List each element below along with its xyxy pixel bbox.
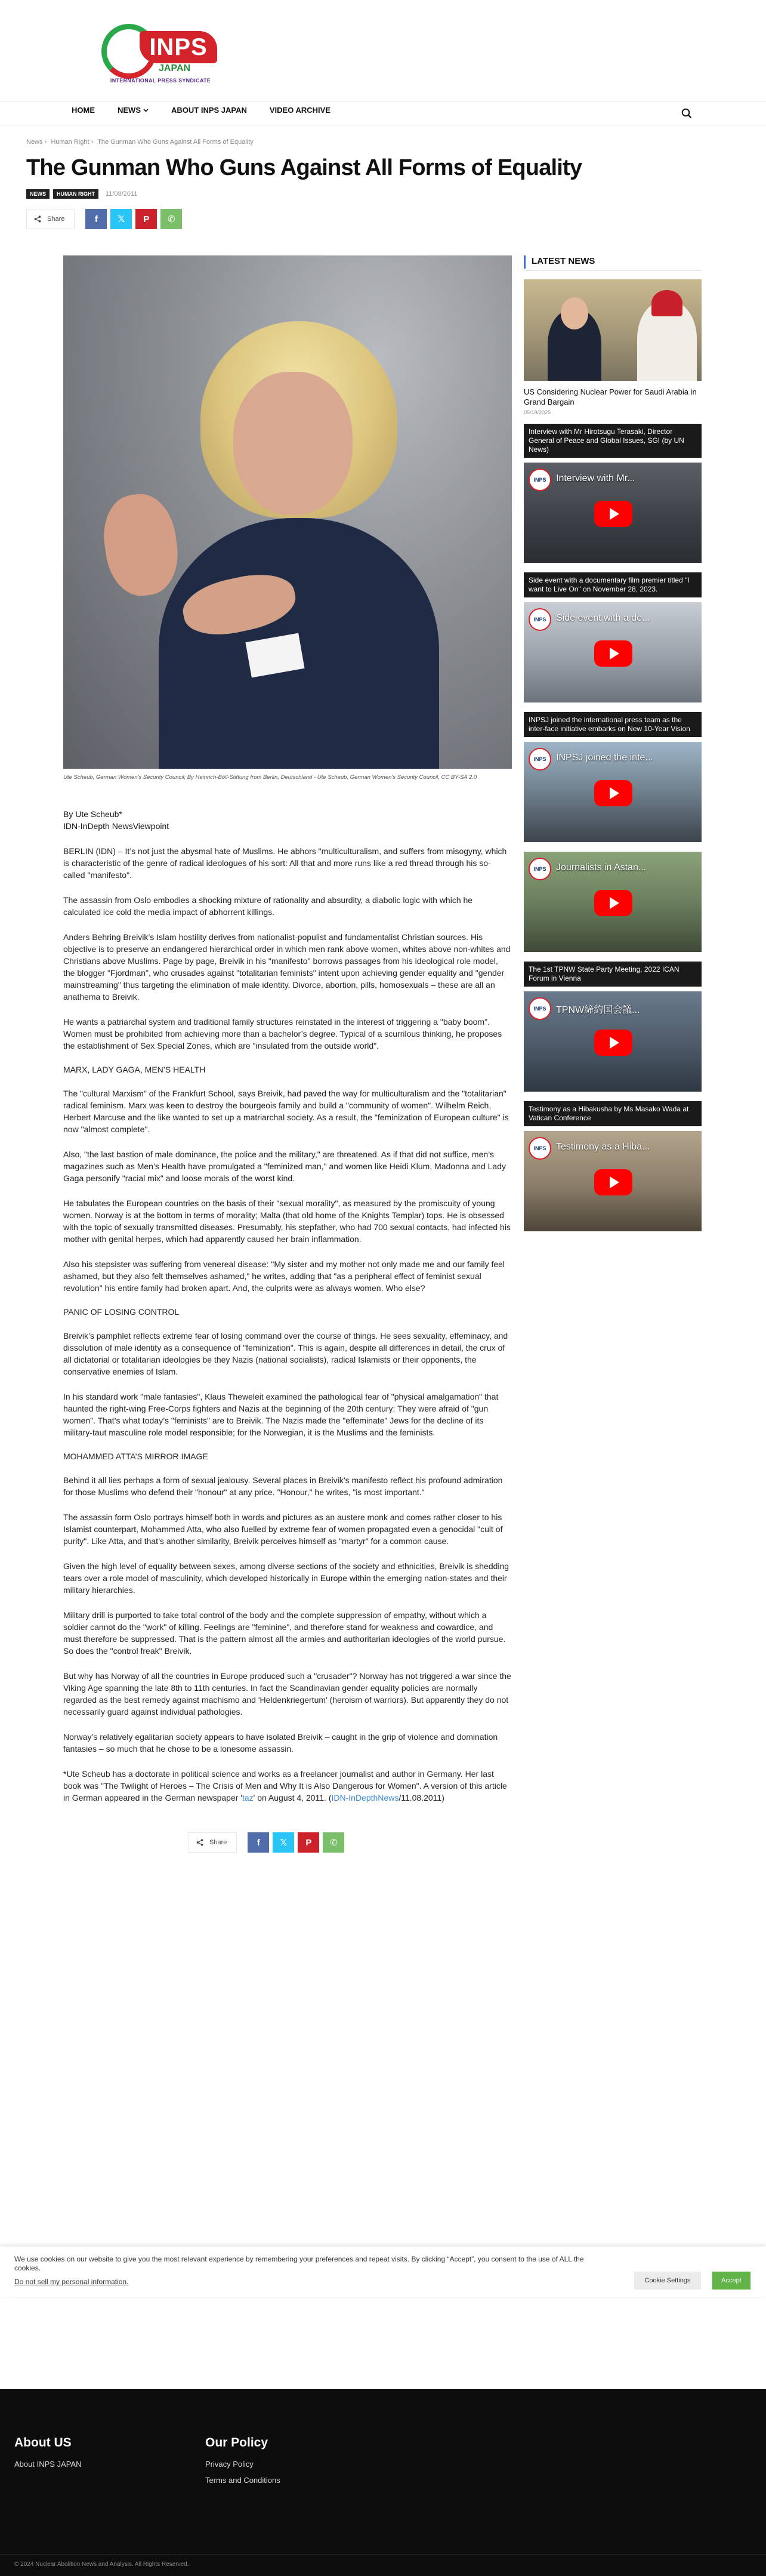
paragraph: In his standard work "male fantasies", Klaus Theweleit examined the pathological fear of "physical amalgamation" that haunted the right-wing Free-Corps fighters and Nazis at the beginning of the 20th century: They were afraid of "gun women". That’s what today’s "feminists" are to Breivik. The Nazis made the "effeminate" Jews for the decline of its military-taut masculine role model responsible; for the Norwegian, it is the Muslims and the feminists. — [63, 1392, 499, 1437]
breadcrumb-separator: › — [91, 138, 94, 146]
channel-avatar: INPS — [529, 858, 551, 880]
play-button-icon[interactable] — [594, 640, 632, 667]
pinterest-icon: P — [143, 214, 150, 224]
paragraph: Also, "the last bastion of male dominance, the police and the military," are threatened. As if that did not suffice, men’s magazines such as Men’s Health have promulgated a "feminized man," and women like Heidi Klum, Madonna and Lady Gaga personify "racial mix" and loose morals of the worst kind. — [63, 1150, 506, 1183]
footer-about — [14, 2436, 81, 2469]
article-meta — [26, 189, 137, 199]
paragraph: Behind it all lies perhaps a form of sexual jealousy. Several places in Breivik’s manifesto reflect his profound admiration for those Muslims who defend their "honour" at any price. "Honour," he writes, "is most important." — [63, 1475, 503, 1497]
footer-link-terms[interactable]: Terms and Conditions — [205, 2476, 280, 2485]
cookie-banner — [0, 2247, 766, 2297]
play-button-icon[interactable] — [594, 1169, 632, 1195]
paragraph: Breivik’s pamphlet reflects extreme fear of losing command over the course of things. He sees sexuality, effeminacy, and dissolution of male identity as a consequence of "feminization". This is again, despite all differences in detail, the crux of all dictatorial or totalitarian ideologies be they Nazis (national socialists), radical Islamists or their opponents, the conservative enemies of Islam. — [63, 1331, 508, 1376]
taz-link[interactable]: taz — [242, 1793, 254, 1802]
play-button-icon[interactable] — [594, 1030, 632, 1056]
play-button-icon[interactable] — [594, 890, 632, 916]
paragraph: Norway’s relatively egalitarian society appears to have isolated Breivik – caught in the grip of violence and domination fantasies – so much that he chose to be a lonesome assassin. — [63, 1732, 498, 1754]
cookie-settings-button[interactable]: Cookie Settings — [634, 2272, 701, 2290]
divider — [0, 2554, 766, 2555]
facebook-icon: f — [94, 214, 98, 224]
share-facebook-button[interactable] — [248, 1832, 269, 1853]
nav-item-news[interactable] — [118, 101, 149, 119]
byline-source: IDN-InDepth NewsViewpoint — [63, 821, 169, 831]
copyright: © 2024 Nuclear Abolition News and Analysis. All Rights Reserved. — [14, 2561, 189, 2568]
share-pinterest-button[interactable] — [135, 209, 157, 229]
video-embed[interactable] — [524, 602, 702, 702]
pinterest-icon: P — [305, 1837, 312, 1848]
latest-news-heading: LATEST NEWS — [524, 255, 702, 269]
footnote-end: /11.08.2011) — [399, 1793, 444, 1802]
paragraph: He tabulates the European countries on the basis of their "sexual morality", as measured by the promiscuity of young women. Norway is at the bottom in terms of morality; Malta (that old home of the Knights Templar) tops. He is obsessed with the topic of sexually transmitted diseases. Presumably, his stepfather, who had 700 sexual contacts, had infected his mother with genital herpes, which had apparently caused her brain inflammation. — [63, 1198, 511, 1244]
paragraph: Anders Behring Breivik’s Islam hostility derives from nationalist-populist and fundamentalist Christian sources. His objective is to preserve an endangered hierarchical order in which men rank above women, whites above non-whites and Christians above Muslims. Page by page, Breivik in his "manifesto" borrows passages from his ideological role model, the blogger "Fjordman", who crusades against "totalitarian feminists" intent upon achieving gender equality and "gender mainstreaming" thus targeting the elimination of male identity. Divorce, abortion, pills, homosexuals – these are all an anathema to Breivik. — [63, 932, 511, 1002]
sidebar — [524, 255, 702, 1231]
video-title: Testimony as a Hiba... — [556, 1142, 650, 1152]
featured-news-date: 05/19/2025 — [524, 409, 551, 415]
video-title: Side event with a do... — [556, 613, 650, 623]
share-icon — [34, 215, 41, 223]
video-label: The 1st TPNW State Party Meeting, 2022 ICAN Forum in Vienna — [524, 962, 702, 987]
video-embed[interactable] — [524, 742, 702, 842]
paragraph: Also his stepsister was suffering from venereal disease: "My sister and my mother not only made me and our family feel ashamed, but they also felt themselves ashamed," he writes, adding that "as a peripheral effect of feminist sexual revolution" his entire family had broken apart. And, the culprits were as always women. Who else? — [63, 1259, 505, 1293]
tag-human-right[interactable]: HUMAN RIGHT — [53, 189, 98, 199]
channel-avatar: INPS — [529, 748, 551, 771]
video-label: Testimony as a Hibakusha by Ms Masako Wada at Vatican Conference — [524, 1101, 702, 1126]
featured-news-image[interactable] — [524, 279, 702, 381]
video-title: INPSJ joined the inte... — [556, 753, 653, 763]
logo-text: INPS — [140, 31, 217, 63]
logo-subtext: JAPAN — [159, 63, 191, 73]
hero-subject-face — [233, 372, 353, 515]
share-label: Share — [209, 1839, 227, 1846]
article-title: The Gunman Who Guns Against All Forms of Equality — [26, 155, 582, 180]
author-footnote — [63, 1768, 512, 1804]
share-label: Share — [47, 215, 65, 223]
main-nav — [72, 101, 331, 119]
channel-avatar: INPS — [529, 1137, 551, 1160]
breadcrumb-separator: › — [44, 138, 47, 146]
featured-figure-head — [651, 290, 682, 316]
channel-avatar: INPS — [529, 997, 551, 1020]
image-caption: Ute Scheub, German Women's Security Council; By Heinrich-Böll-Stiftung from Berlin, Deutschland - Ute Scheub, German Women's Security Council, CC BY-SA 2.0 — [63, 774, 477, 781]
featured-news-title[interactable]: US Considering Nuclear Power for Saudi Arabia in Grand Bargain — [524, 387, 697, 406]
section-heading: MARX, LADY GAGA, MEN’S HEALTH — [63, 1065, 206, 1074]
article-date: 11/08/2011 — [106, 190, 138, 198]
tag-news[interactable]: NEWS — [26, 189, 50, 199]
divider — [524, 270, 702, 271]
video-label: Interview with Mr Hirotsugu Terasaki, Director General of Peace and Global Issues, SGI (by UN News) — [524, 424, 702, 458]
cookie-text: We use cookies on our website to give you the most relevant experience by remembering your preferences and repeat visits. By clicking “Accept”, you consent to the use of ALL the cookies. — [14, 2255, 584, 2272]
site-logo[interactable] — [101, 21, 220, 87]
breadcrumb-human-right[interactable]: Human Right — [51, 138, 89, 146]
do-not-sell-link[interactable]: Do not sell my personal information. — [14, 2278, 129, 2286]
breadcrumb-news[interactable]: News — [26, 138, 43, 146]
paragraph: Military drill is purported to take total control of the body and the complete suppression of empathy, without which a soldier cannot do the "work" of killing. Feelings are "feminine", and therefore stand for weakness and cowardice, and must therefore be suppressed. That is the pattern almost all the armies and authoritarian ideologies of the world pursue. So does the "control freak" Breivik. — [63, 1610, 506, 1656]
share-bar-bottom — [189, 1832, 512, 1853]
paragraph: Given the high level of equality between sexes, among diverse sections of the society and ethnicities, Breivik is shedding tears over a role model of masculinity, which developed historically in Europe within the emerging nation-states and their military hierarchies. — [63, 1561, 509, 1595]
footer-link-privacy[interactable]: Privacy Policy — [205, 2460, 254, 2469]
paragraph: But why has Norway of all the countries in Europe produced such a "crusader"? Norway has not triggered a war since the Viking Age spanning the late 8th to 11th centuries. In fact the Scandinavian gender equality policies are normally regarded as the best remedy against machismo and 'Heldenkriegertum' (heroism of warriors). But apparently they do not necessarily guard against individual pathologies. — [63, 1671, 511, 1717]
play-button-icon[interactable] — [594, 501, 632, 527]
channel-avatar: INPS — [529, 608, 551, 631]
footer-about-heading: About US — [14, 2436, 72, 2449]
play-button-icon[interactable] — [594, 780, 632, 806]
section-heading: PANIC OF LOSING CONTROL — [63, 1307, 180, 1317]
footnote-text: *Ute Scheub has a doctorate in political science and works as a freelancer journalist and author in Germany. Her last book was "The Twilight of Heroes – The Crisis of Men and Why It is Also Dangerous for Women". A version of this article in German appeared in the German newspaper ' — [63, 1769, 507, 1802]
video-embed[interactable] — [524, 991, 702, 1092]
paragraph: The assassin from Oslo embodies a shocking mixture of rationality and absurdity, a diabolic logic with which he calculated ice cold the media impact of abhorrent killings. — [63, 895, 473, 917]
facebook-icon: f — [257, 1837, 260, 1848]
breadcrumb-current: The Gunman Who Guns Against All Forms of Equality — [97, 138, 254, 146]
x-icon: 𝕏 — [118, 214, 125, 224]
share-icon — [196, 1839, 203, 1846]
nav-item-home[interactable]: HOME — [72, 106, 95, 115]
video-title: TPNW締約国会議... — [556, 1005, 640, 1015]
video-embed[interactable] — [524, 852, 702, 952]
video-embed[interactable] — [524, 463, 702, 563]
footer-link-about-inps[interactable]: About INPS JAPAN — [14, 2460, 82, 2469]
search-icon[interactable] — [681, 108, 692, 119]
share-x-button[interactable] — [273, 1832, 294, 1853]
paragraph: BERLIN (IDN) – It’s not just the abysmal hate of Muslims. He abhors "multiculturalism, and suffers from misogyny, which is characteristic of the genre of radical ideologues of his sort: All that and more runs like a red thread through his so-called "manifesto". — [63, 846, 507, 880]
footer-policy-heading: Our Policy — [205, 2436, 268, 2449]
x-icon: 𝕏 — [280, 1838, 288, 1848]
share-label-box — [189, 1832, 237, 1853]
footer-policy — [205, 2436, 280, 2485]
video-label: INPSJ joined the international press team as the inter-face initiative embarks on New 10-Year Vision — [524, 712, 702, 737]
video-title: Interview with Mr... — [556, 473, 635, 483]
channel-avatar: INPS — [529, 469, 551, 491]
article-content — [63, 845, 512, 1804]
whatsapp-icon: ✆ — [330, 1838, 338, 1848]
section-heading: MOHAMMED ATTA’S MIRROR IMAGE — [63, 1452, 208, 1461]
whatsapp-icon: ✆ — [168, 214, 175, 224]
logo-tagline: INTERNATIONAL PRESS SYNDICATE — [110, 78, 211, 84]
nav-item-video-archive[interactable]: VIDEO ARCHIVE — [269, 106, 331, 115]
nav-item-news-label: NEWS — [118, 106, 141, 115]
chevron-down-icon — [143, 109, 149, 112]
video-embed[interactable] — [524, 1131, 702, 1231]
site-footer — [0, 2389, 766, 2576]
paragraph: He wants a patriarchal system and traditional family structures reinstated in the interest of triggering a "baby boom". Women must be prohibited from achieving more than a bachelor’s degree. Typical of a scurrilous thinking, he proposes the establishment of Sex Special Zones, which are "insulated from the outside world". — [63, 1017, 502, 1050]
nav-item-about[interactable]: ABOUT INPS JAPAN — [171, 106, 247, 115]
article-body — [63, 255, 512, 1853]
share-pinterest-button[interactable] — [298, 1832, 319, 1853]
byline — [63, 808, 512, 832]
share-whatsapp-button[interactable] — [160, 209, 182, 229]
footnote-mid: ' on August 4, 2011. ( — [253, 1793, 332, 1802]
paragraph: The "cultural Marxism" of the Frankfurt School, says Breivik, had paved the way for multiculturalism and the "totalitarian" radical feminism. Marx was keen to destroy the bourgeois family and build a "community of women". Wilhelm Reich, Herbert Marcuse and the like wanted to set up a matriarchal society. As a result, the "feminization of European culture" is now "almost complete". — [63, 1089, 509, 1134]
share-whatsapp-button[interactable] — [323, 1832, 344, 1853]
video-label: Side event with a documentary film premier titled "I want to Live On" on November 28, 2023. — [524, 572, 702, 597]
paragraph: The assassin form Oslo portrays himself both in words and pictures as an austere monk and comes rather closer to his Islamist counterpart, Mohammed Atta, who also fuelled by extreme fear of women propagated even a genocidal "cult of purity". Like Atta, and that’s another similarity, Breivik perceives himself as "martyr" for a common cause. — [63, 1512, 503, 1546]
site-header — [0, 0, 766, 101]
breadcrumb — [26, 138, 256, 146]
share-bar-top — [26, 209, 182, 229]
share-facebook-button[interactable] — [85, 209, 107, 229]
share-x-button[interactable] — [110, 209, 132, 229]
article-hero-image — [63, 255, 512, 769]
byline-author: By Ute Scheub* — [63, 809, 122, 819]
navbar — [0, 101, 766, 125]
share-label-box — [26, 209, 75, 229]
cookie-accept-button[interactable]: Accept — [712, 2272, 750, 2290]
logo-mark — [101, 21, 220, 75]
idn-link[interactable]: IDN-InDepthNews — [331, 1793, 399, 1802]
featured-figure-head — [561, 297, 588, 329]
video-title: Journalists in Astan... — [556, 862, 647, 873]
